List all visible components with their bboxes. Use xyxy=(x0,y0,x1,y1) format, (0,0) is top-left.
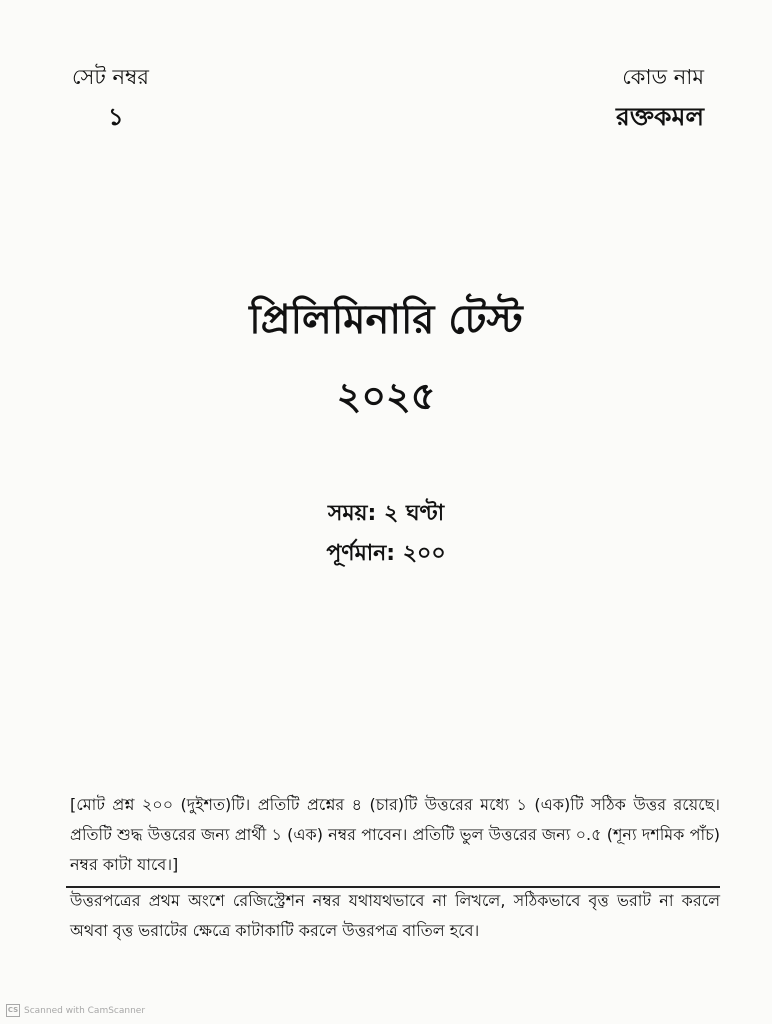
watermark-text: Scanned with CamScanner xyxy=(24,1005,146,1016)
exam-info xyxy=(0,494,772,574)
exam-title: প্রিলিমিনারি টেস্ট xyxy=(249,297,523,343)
code-name-value: রক্তকমল xyxy=(615,102,704,131)
code-name-label: কোড নাম xyxy=(622,65,704,89)
answer-sheet-warning: উত্তরপত্রের প্রথম অংশে রেজিস্ট্রেশন নম্বর যথাযথভাবে না লিখলে, সঠিকভাবে বৃত্ত ভরাট না করলে অথবা বৃত্ত ভরাটের ক্ষেত্রে কাটাকাটি করলে উত্তরপত্র বাতিল হবে। xyxy=(70,891,720,940)
exam-full-marks: পূর্ণমান: ২০০ xyxy=(326,541,446,566)
set-number-block xyxy=(72,62,182,134)
exam-time: সময়: ২ ঘণ্টা xyxy=(327,501,445,526)
exam-year: ২০২৫ xyxy=(336,374,436,418)
scanner-watermark xyxy=(6,1004,145,1017)
set-number-label: সেট নম্বর xyxy=(72,65,149,89)
exam-instructions: [মোট প্রশ্ন ২০০ (দুইশত)টি। প্রতিটি প্রশ্নের ৪ (চার)টি উত্তরের মধ্যে ১ (এক)টি সঠিক উত্তর রয়েছে। প্রতিটি শুদ্ধ উত্তরের জন্য প্রার্থী ১ (এক) নম্বর পাবেন। প্রতিটি ভুল উত্তরের জন্য ০.৫ (শূন্য দশমিক পাঁচ) নম্বর কাটা যাবে।] xyxy=(70,795,720,874)
set-number-value: ১ xyxy=(108,103,124,131)
camscanner-logo-icon: CS xyxy=(6,1004,20,1017)
code-name-block xyxy=(616,62,704,134)
